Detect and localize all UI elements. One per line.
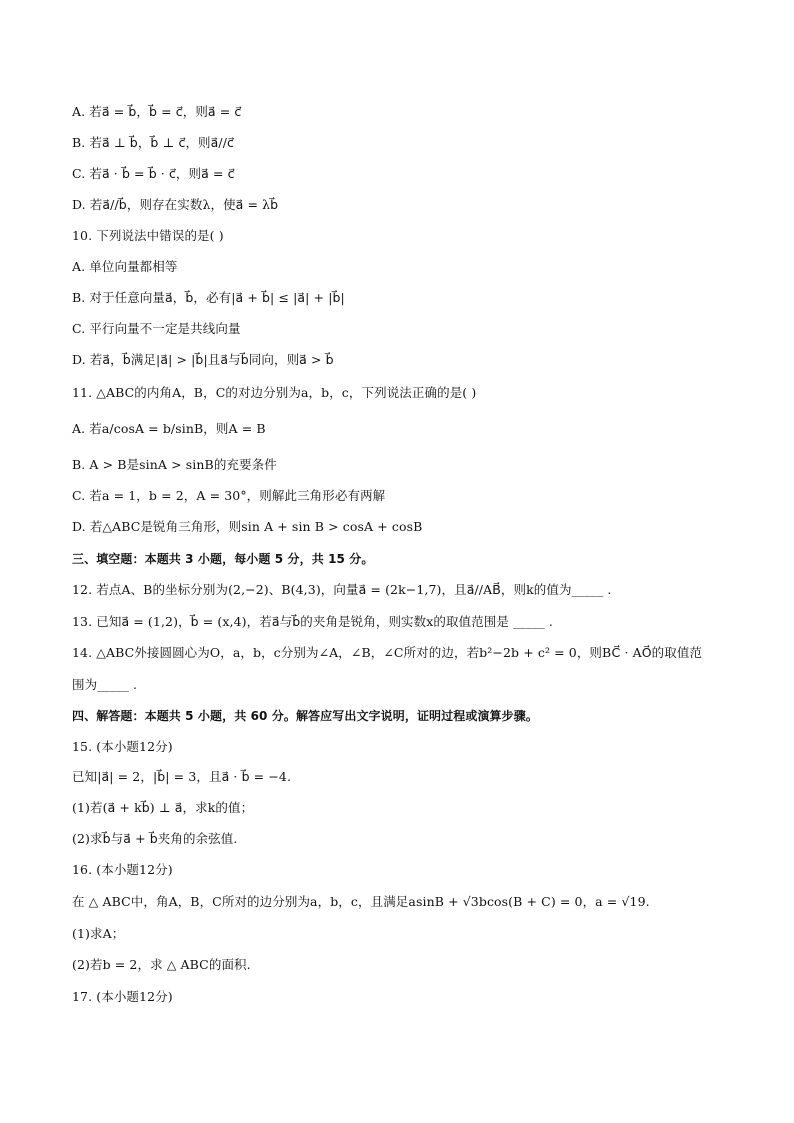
q15-given: 已知|a⃗| = 2，|b⃗| = 3，且a⃗ · b⃗ = −4.	[72, 769, 292, 784]
q11-option-b: B. A > B是sinA > sinB的充要条件	[72, 457, 277, 472]
q9-option-c: C. 若a⃗ · b⃗ = b⃗ · c⃗，则a⃗ = c⃗	[72, 166, 235, 181]
q13-stem: 13. 已知a⃗ = (1,2)，b⃗ = (x,4)，若a⃗与b⃗的夹角是锐角，则实数x的取值范围是 _____ .	[72, 614, 553, 629]
q16-header: 16. (本小题12分)	[72, 862, 173, 877]
q11-option-c: C. 若a = 1，b = 2，A = 30°，则解此三角形必有两解	[72, 488, 386, 503]
q11-option-a: A. 若a/cosA = b/sinB，则A = B	[72, 421, 266, 436]
q10-option-d: D. 若a⃗，b⃗满足|a⃗| > |b⃗|且a⃗与b⃗同向，则a⃗ > b⃗	[72, 352, 334, 367]
section-heading-fill-in: 三、填空题：本题共 3 小题，每小题 5 分，共 15 分。	[72, 552, 374, 566]
q10-option-c: C. 平行向量不一定是共线向量	[72, 321, 241, 336]
q16-part-2: (2)若b = 2，求 △ ABC的面积.	[72, 957, 251, 972]
q10-option-b: B. 对于任意向量a⃗，b⃗，必有|a⃗ + b⃗| ≤ |a⃗| + |b⃗|	[72, 290, 345, 305]
q14-stem: 14. △ABC外接圆圆心为O，a，b，c分别为∠A，∠B，∠C所对的边，若b²−2b + c² = 0，则BC⃗ · AO⃗的取值范	[72, 645, 703, 660]
q14-stem-continued: 围为_____ .	[72, 677, 138, 692]
q15-header: 15. (本小题12分)	[72, 739, 173, 754]
q15-part-2: (2)求b⃗与a⃗ + b⃗夹角的余弦值.	[72, 831, 238, 846]
q9-option-a: A. 若a⃗ = b⃗，b⃗ = c⃗，则a⃗ = c⃗	[72, 104, 242, 119]
q10-stem: 10. 下列说法中错误的是( )	[72, 228, 224, 243]
q9-option-d: D. 若a⃗//b⃗，则存在实数λ，使a⃗ = λb⃗	[72, 197, 279, 212]
q9-option-b: B. 若a⃗ ⊥ b⃗，b⃗ ⊥ c⃗，则a⃗//c⃗	[72, 135, 234, 150]
q17-header: 17. (本小题12分)	[72, 989, 173, 1004]
q11-option-d: D. 若△ABC是锐角三角形，则sin A + sin B > cosA + cosB	[72, 519, 423, 534]
q16-part-1: (1)求A；	[72, 926, 125, 941]
q12-stem: 12. 若点A、B的坐标分别为(2,−2)、B(4,3)，向量a⃗ = (2k−1,7)，且a⃗//AB⃗，则k的值为_____ .	[72, 582, 612, 597]
section-heading-answer: 四、解答题：本题共 5 小题，共 60 分。解答应写出文字说明，证明过程或演算步骤。	[72, 709, 538, 723]
q15-part-1: (1)若(a⃗ + kb⃗) ⊥ a⃗，求k的值；	[72, 800, 254, 815]
q16-given: 在 △ ABC中，角A，B，C所对的边分别为a，b，c，且满足asinB + √3bcos(B + C) = 0，a = √19.	[72, 894, 650, 909]
q11-stem: 11. △ABC的内角A，B，C的对边分别为a，b，c，下列说法正确的是( )	[72, 385, 477, 400]
q10-option-a: A. 单位向量都相等	[72, 259, 178, 274]
